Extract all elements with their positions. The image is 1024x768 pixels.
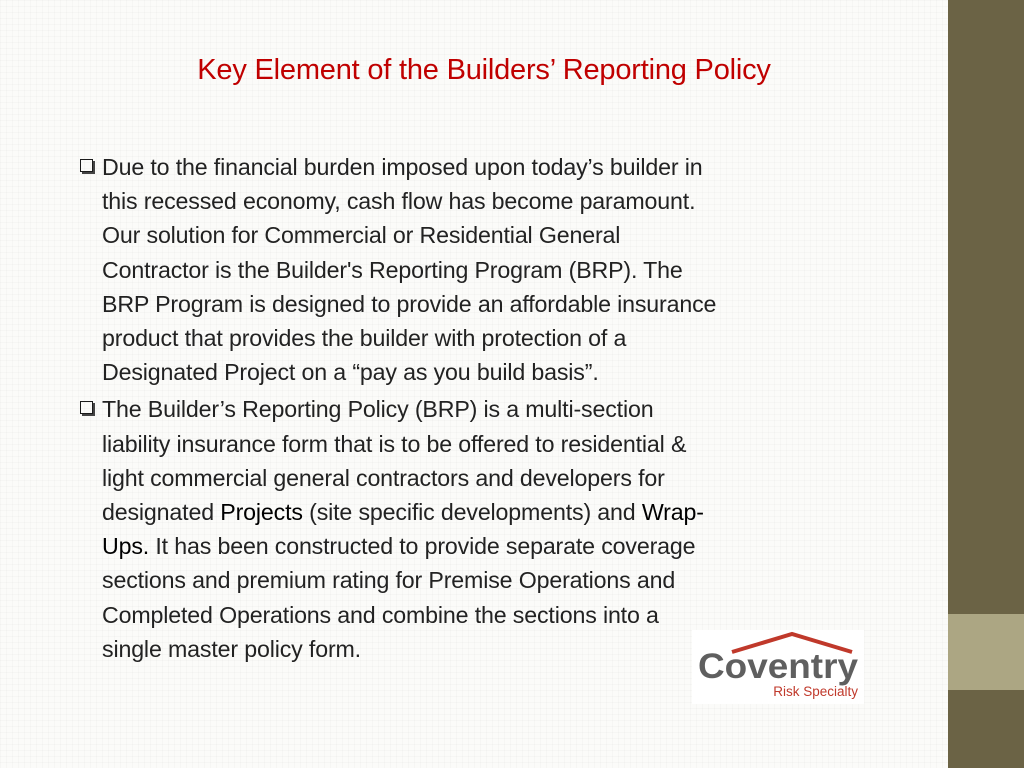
coventry-logo-graphic	[692, 630, 864, 704]
paragraph-2-line-2: liability insurance form that is to be offered to residential &	[102, 430, 687, 457]
paragraph-1-line-7: Designated Project on a “pay as you build basis”.	[102, 359, 599, 386]
checkbox-bullet-icon	[80, 159, 93, 172]
logo-brand-text: Coventry	[698, 647, 859, 686]
slide-title: Key Element of the Builders’ Reporting Policy	[197, 54, 771, 86]
paragraph-1-line-4: Contractor is the Builder's Reporting Program (BRP). The	[102, 256, 683, 283]
paragraph-1-line-1: Due to the financial burden imposed upon today’s builder in	[102, 154, 703, 180]
paragraph-2-line-3: light commercial general contractors and developers for	[102, 464, 665, 491]
projects-term: Projects	[220, 499, 303, 526]
wrap-ups-term-start: Wrap-	[641, 499, 704, 526]
paragraph-2-line-7: Completed Operations and combine the sections into a	[102, 601, 659, 628]
slide-body	[80, 150, 900, 669]
paragraph-1-line-5: BRP Program is designed to provide an affordable insurance	[102, 290, 717, 317]
wrap-ups-term-end: Ups.	[102, 533, 150, 560]
paragraph-2-line-8: single master policy form.	[102, 635, 361, 662]
paragraph-2-line-1: The Builder’s Reporting Policy (BRP) is a multi-section	[102, 396, 654, 423]
coventry-logo	[692, 630, 864, 704]
sidebar-top-band	[948, 0, 1024, 614]
paragraph-2-line-5: It has been constructed to provide separate coverage	[149, 533, 696, 560]
paragraph-1-line-2: this recessed economy, cash flow has become paramount.	[102, 188, 696, 215]
decorative-sidebar	[948, 0, 1024, 768]
paragraph-2-line-6: sections and premium rating for Premise Operations and	[102, 567, 676, 594]
paragraph-1-line-6: product that provides the builder with protection of a	[102, 325, 627, 352]
logo-tagline-text: Risk Specialty	[773, 684, 858, 699]
sidebar-accent-band	[948, 614, 1024, 690]
checkbox-bullet-icon	[80, 401, 93, 414]
paragraph-1-line-3: Our solution for Commercial or Residential General	[102, 222, 621, 249]
sidebar-bottom-band	[948, 690, 1024, 768]
paragraph-2-line-4-pre: designated	[102, 499, 221, 526]
paragraph-2-line-4-mid: (site specific developments) and	[302, 499, 642, 526]
bullet-paragraph-2	[80, 392, 900, 666]
bullet-paragraph-1	[80, 150, 900, 389]
